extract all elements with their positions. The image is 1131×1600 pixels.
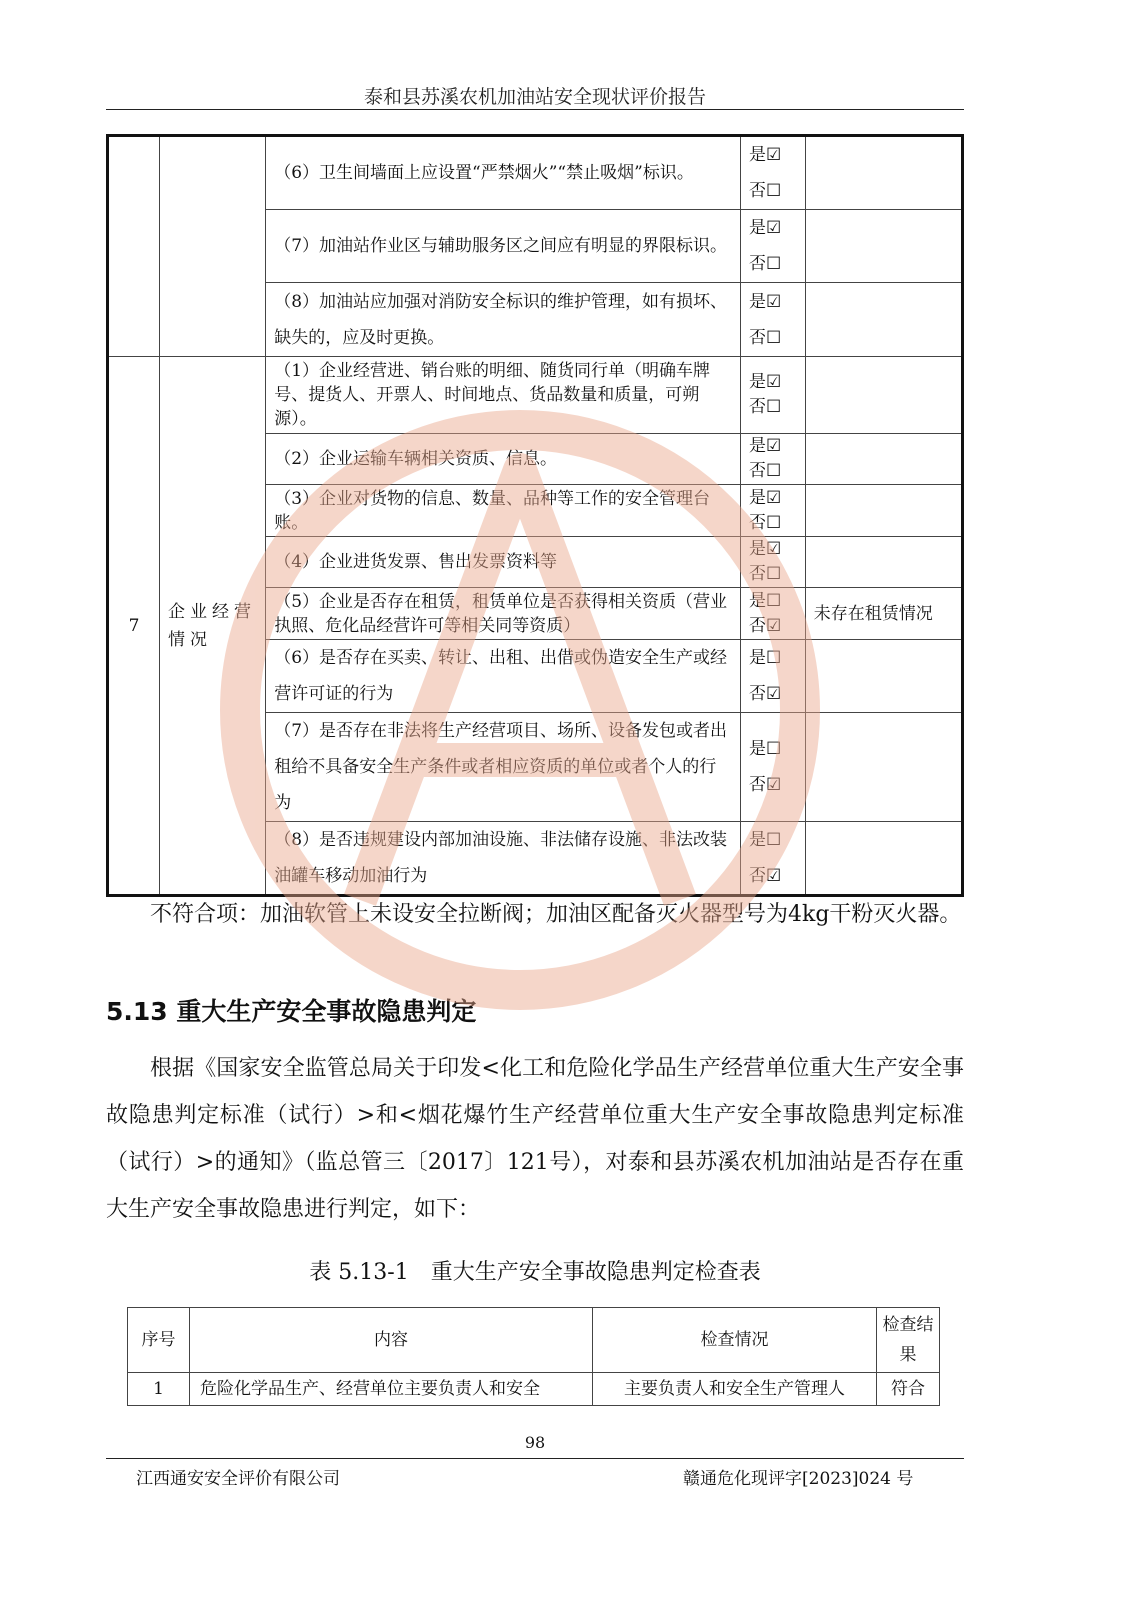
nonconformity-paragraph: 不符合项：加油软管上未设安全拉断阀；加油区配备灭火器型号为4kg干粉灭火器。 xyxy=(150,902,962,927)
page-number: 98 xyxy=(524,1433,546,1452)
header-rule xyxy=(106,109,964,110)
yes-option: 是☑ xyxy=(748,539,782,559)
yes-option: 是☐ xyxy=(748,739,782,759)
no-option: 否☐ xyxy=(748,564,782,584)
remark-cell xyxy=(805,210,962,283)
yes-option: 是☑ xyxy=(748,487,782,508)
no-option: 否☑ xyxy=(748,775,782,795)
item-cell: （2）企业运输车辆相关资质、信息。 xyxy=(266,434,741,485)
remark-cell xyxy=(805,537,962,588)
item-cell: （7）加油站作业区与辅助服务区之间应有明显的界限标识。 xyxy=(266,210,741,283)
item-cell: （6）是否存在买卖、转让、出租、出借或伪造安全生产或经营许可证的行为 xyxy=(266,640,741,713)
no-option: 否☐ xyxy=(748,181,782,201)
yes-option: 是☑ xyxy=(748,436,782,456)
remark-cell xyxy=(805,136,962,210)
status-cell: 主要负责人和安全生产管理人 xyxy=(593,1373,877,1406)
yes-option: 是☑ xyxy=(748,218,782,238)
item-cell: （4）企业进货发票、售出发票资料等 xyxy=(266,537,741,588)
content-cell: 危险化学品生产、经营单位主要负责人和安全 xyxy=(190,1373,593,1406)
yes-option: 是☐ xyxy=(748,648,782,668)
header-result: 检查结果 xyxy=(877,1308,940,1373)
remark-cell xyxy=(805,283,962,357)
seq-cell: 7 xyxy=(108,357,160,896)
footer-company: 江西通安安全评价有限公司 xyxy=(136,1469,340,1489)
remark-cell xyxy=(805,357,962,434)
footer-rule xyxy=(106,1458,964,1459)
no-option: 否☑ xyxy=(748,684,782,704)
no-option: 否☐ xyxy=(748,254,782,274)
result-cell xyxy=(740,357,805,434)
yes-option: 是☑ xyxy=(748,291,782,312)
yes-option: 是☑ xyxy=(748,145,782,165)
header-content: 内容 xyxy=(190,1308,593,1373)
result-cell: 符合 xyxy=(877,1373,940,1406)
hazard-check-table xyxy=(127,1307,940,1406)
remark-cell: 未存在租赁情况 xyxy=(805,588,962,640)
yes-option: 是☐ xyxy=(748,830,782,850)
item-cell: （8）是否违规建设内部加油设施、非法储存设施、非法改装油罐车移动加油行为 xyxy=(266,822,741,896)
section-paragraph: 根据《国家安全监管总局关于印发<化工和危险化学品生产经营单位重大生产安全事故隐患判定标准（试行）>和<烟花爆竹生产经营单位重大生产安全事故隐患判定标准（试行）>的通知》（监总管三〔2017〕121号），对泰和县苏溪农机加油站是否存在重大生产安全事故隐患进行判定，如下： xyxy=(106,1056,964,1222)
result-cell xyxy=(740,434,805,485)
no-option: 否☐ xyxy=(748,397,782,417)
result-cell xyxy=(740,283,805,357)
item-cell: （7）是否存在非法将生产经营项目、场所、设备发包或者出租给不具备安全生产条件或者相应资质的单位或者个人的行为 xyxy=(266,713,741,822)
result-cell xyxy=(740,640,805,713)
seq-cell: 1 xyxy=(128,1373,190,1406)
table-row xyxy=(108,136,963,210)
table-row xyxy=(108,357,963,434)
category-cell xyxy=(160,357,266,896)
result-cell xyxy=(740,136,805,210)
no-option: 否☐ xyxy=(748,461,782,481)
remark-cell xyxy=(805,713,962,822)
item-cell: （1）企业经营进、销台账的明细、随货同行单（明确车牌号、提货人、开票人、时间地点、货品数量和质量，可朔源）。 xyxy=(266,357,741,434)
remark-cell xyxy=(805,485,962,537)
section-heading: 5.13 重大生产安全事故隐患判定 xyxy=(106,997,477,1026)
yes-option: 是☐ xyxy=(748,590,782,611)
yes-option: 是☑ xyxy=(748,372,782,392)
item-cell: （5）企业是否存在租赁，租赁单位是否获得相关资质（营业执照、危化品经营许可等相关同等资质） xyxy=(266,588,741,640)
no-option: 否☐ xyxy=(748,512,782,533)
header-title: 泰和县苏溪农机加油站安全现状评价报告 xyxy=(363,86,706,108)
header-seq: 序号 xyxy=(128,1308,190,1373)
no-option: 否☑ xyxy=(748,866,782,886)
table-header-row xyxy=(128,1308,940,1373)
remark-cell xyxy=(805,434,962,485)
item-cell: （6）卫生间墙面上应设置“严禁烟火”“禁止吸烟”标识。 xyxy=(266,136,741,210)
category-label: 企业经营情况 xyxy=(168,601,257,650)
result-cell xyxy=(740,485,805,537)
category-cell-empty xyxy=(160,136,266,357)
header-status: 检查情况 xyxy=(593,1308,877,1373)
footer-doc-number: 赣通危化现评字[2023]024 号 xyxy=(683,1469,914,1489)
result-cell xyxy=(740,537,805,588)
result-cell xyxy=(740,822,805,896)
item-cell: （3）企业对货物的信息、数量、品种等工作的安全管理台账。 xyxy=(266,485,741,537)
no-option: 否☐ xyxy=(748,327,782,348)
remark-cell xyxy=(805,822,962,896)
result-cell xyxy=(740,210,805,283)
safety-check-table xyxy=(106,134,964,897)
item-cell: （8）加油站应加强对消防安全标识的维护管理，如有损坏、缺失的，应及时更换。 xyxy=(266,283,741,357)
no-option: 否☑ xyxy=(748,615,782,636)
table-caption: 表 5.13-1 重大生产安全事故隐患判定检查表 xyxy=(309,1260,761,1285)
result-cell xyxy=(740,713,805,822)
remark-cell xyxy=(805,640,962,713)
table-row xyxy=(128,1373,940,1406)
result-cell xyxy=(740,588,805,640)
seq-cell-empty xyxy=(108,136,160,357)
